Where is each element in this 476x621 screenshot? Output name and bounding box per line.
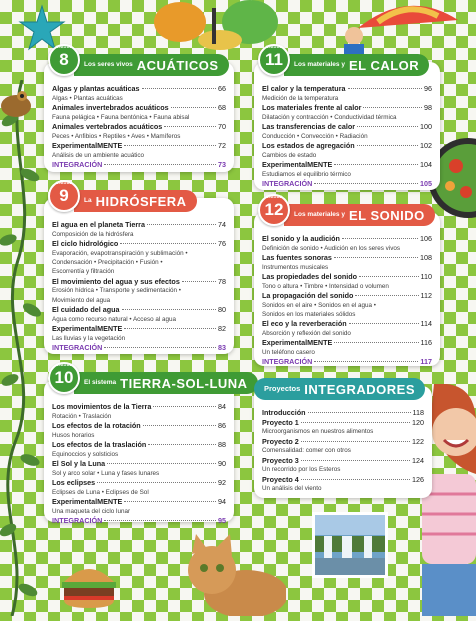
unit-12-toc: [262, 234, 432, 367]
page-number: 68: [218, 103, 226, 112]
unit-number-badge: UNIDAD 11: [258, 44, 290, 76]
leader-dots: [104, 164, 216, 165]
leader-dots: [363, 107, 422, 108]
page-number: 105: [420, 179, 432, 188]
leader-dots: [334, 257, 418, 258]
toc-entry[interactable]: [52, 440, 226, 450]
entry-title: Los efectos de la traslación: [52, 440, 147, 449]
entry-title: Las propiedades del sonido: [262, 272, 358, 281]
toc-entry[interactable]: [262, 456, 424, 466]
toc-subtopics[interactable]: [262, 113, 432, 122]
entry-title: Las transferencias de calor: [262, 122, 356, 131]
proyectos-toc: [262, 408, 424, 494]
toc-entry[interactable]: [262, 253, 432, 263]
unit-number-badge: UNIDAD 12: [258, 194, 290, 226]
unit-11-toc: [262, 84, 432, 189]
subtopic-text: Equinoccios y solsticios: [52, 450, 119, 458]
subtopic-text: Comensalidad: comer con otros: [262, 447, 351, 455]
page-number: 88: [218, 440, 226, 449]
page-number: 84: [218, 402, 226, 411]
subtopic-text: Rotación • Traslación: [52, 412, 112, 420]
entry-title: Los efectos de la rotación: [52, 421, 141, 430]
subtopic-text: Medición de la temperatura: [262, 94, 339, 102]
subtopic-text: Un análisis del viento: [262, 485, 322, 493]
toc-subtopics[interactable]: [52, 94, 226, 103]
page-number: 120: [412, 417, 424, 427]
waterfall-photo: [312, 512, 388, 578]
toc-entry[interactable]: [262, 475, 424, 485]
proyectos-card: [254, 381, 432, 498]
toc-subtopics[interactable]: [262, 484, 424, 493]
leader-dots: [334, 164, 418, 165]
unit-number-badge: UNIDAD 9: [48, 180, 80, 212]
page-number: 76: [218, 239, 226, 248]
leader-dots: [301, 441, 410, 442]
page-number: 95: [218, 516, 226, 525]
toc-subtopics[interactable]: [262, 446, 424, 455]
toc-entry[interactable]: [262, 122, 432, 132]
page-number: 117: [420, 357, 432, 367]
leader-dots: [97, 482, 216, 483]
toc-entry[interactable]: [52, 421, 226, 431]
page-number: 83: [218, 343, 226, 353]
subtopic-text: Movimiento del agua: [52, 296, 111, 304]
unit-9-card: [44, 180, 234, 354]
subtopic-text: Fauna pelágica • Fauna bentónica • Fauna abisal: [52, 113, 190, 121]
leader-dots: [148, 444, 216, 445]
toc-subtopics[interactable]: [52, 507, 226, 516]
toc-subtopics[interactable]: [262, 348, 432, 357]
subtopic-text: Sonidos en el aire • Sonidos en el agua •: [262, 301, 376, 309]
vines-left: [0, 80, 44, 616]
page-number: 110: [420, 272, 432, 281]
entry-title: El eco y la reverberación: [262, 319, 347, 329]
entry-title: Animales vertebrados acuáticos: [52, 122, 163, 131]
subtopic-text: Cambios de estado: [262, 151, 317, 159]
leader-dots: [124, 145, 216, 146]
toc-entry[interactable]: [262, 408, 424, 418]
entry-title: El ciclo hidrológico: [52, 239, 119, 248]
unit-11-header: [258, 44, 429, 76]
entry-title: Las fuentes sonoras: [262, 253, 332, 262]
toc-subtopics[interactable]: [52, 431, 226, 440]
unit-12-header: [258, 194, 435, 226]
entry-title: El calor y la temperatura: [262, 84, 346, 93]
leader-dots: [104, 520, 216, 521]
toc-subtopics[interactable]: [262, 244, 432, 253]
toc-subtopics[interactable]: [262, 170, 432, 179]
entry-title: ExperimentalMENTE: [52, 497, 123, 506]
toc-entry[interactable]: [262, 84, 432, 94]
subtopic-text: Composición de la hidrósfera: [52, 230, 134, 238]
page-number: 78: [218, 276, 226, 286]
entry-title: Algas y plantas acuáticas: [52, 84, 140, 93]
toc-subtopics[interactable]: [52, 249, 226, 258]
subtopic-text: Definición de sonido • Audición en los seres vivos: [262, 244, 401, 252]
toc-subtopics[interactable]: [52, 230, 226, 239]
page-number: 72: [218, 141, 226, 150]
entry-title: ExperimentalMENTE: [262, 160, 333, 169]
leader-dots: [357, 145, 418, 146]
unit-title: Los materiales y EL CALOR: [284, 54, 429, 76]
entry-title: Los estados de agregación: [262, 141, 355, 150]
toc-entry[interactable]: [262, 160, 432, 170]
subtopic-text: Un teléfono casero: [262, 349, 315, 356]
toc-subtopics[interactable]: [52, 286, 226, 295]
leader-dots: [182, 281, 216, 282]
unit-title: La HIDRÓSFERA: [74, 190, 197, 212]
leader-dots: [314, 361, 418, 362]
page-number: 116: [420, 338, 432, 348]
page-number: 82: [218, 324, 226, 334]
toc-integracion-entry[interactable]: [52, 516, 226, 526]
toc-entry[interactable]: [262, 141, 432, 151]
proyectos-header: [254, 372, 425, 400]
toc-subtopics[interactable]: [262, 427, 424, 436]
unit-8-header: [48, 44, 229, 76]
subtopic-text: Erosión hídrica • Transporte y sedimentación •: [52, 287, 182, 295]
leader-dots: [147, 224, 216, 225]
entry-title: INTEGRACIÓN: [262, 179, 313, 188]
butterfly-image: [150, 0, 280, 50]
unit-title: Los materiales y EL SONIDO: [284, 204, 435, 226]
unit-11-card: [254, 44, 440, 190]
subtopic-text: Eclipses de Luna • Eclipses de Sol: [52, 488, 149, 496]
toc-entry[interactable]: [52, 478, 226, 488]
unit-9-toc: [52, 220, 226, 353]
entry-title: INTEGRACIÓN: [52, 160, 103, 169]
toc-entry[interactable]: [262, 291, 432, 301]
toc-subtopics[interactable]: [52, 151, 226, 160]
subtopic-text: Algas • Plantas acuáticas: [52, 94, 123, 102]
page-number: 108: [420, 253, 432, 262]
page-number: 80: [218, 305, 226, 315]
subtopic-text: Evaporación, evapotranspiración y sublimación •: [52, 249, 188, 257]
page-number: 66: [218, 84, 226, 93]
toc-entry[interactable]: [52, 402, 226, 412]
page-number: 100: [420, 122, 432, 131]
toc-subtopics[interactable]: [52, 412, 226, 421]
leader-dots: [308, 412, 411, 413]
leader-dots: [124, 328, 216, 329]
entry-title: ExperimentalMENTE: [262, 338, 333, 348]
subtopic-text: Sol y arco solar • Luna y fases lunares: [52, 469, 160, 477]
toc-integracion-entry[interactable]: [262, 357, 432, 367]
leader-dots: [122, 309, 217, 310]
entry-title: La propagación del sonido: [262, 291, 354, 300]
unit-8-toc: [52, 84, 226, 170]
page-number: 126: [412, 474, 424, 484]
unit-number-badge: UNIDAD 8: [48, 44, 80, 76]
page-number: 118: [412, 408, 424, 417]
leader-dots: [342, 238, 418, 239]
leader-dots: [301, 460, 410, 461]
page-number: 70: [218, 122, 226, 131]
toc-subtopics[interactable]: [52, 132, 226, 141]
toc-subtopics[interactable]: [52, 267, 226, 276]
entry-title: Animales invertebrados acuáticos: [52, 103, 169, 112]
unit-12-card: [254, 194, 440, 367]
subtopic-text: Las lluvias y la vegetación: [52, 334, 126, 342]
page-number: 98: [424, 103, 432, 112]
leader-dots: [357, 126, 418, 127]
unit-title: Los seres vivos ACUÁTICOS: [74, 54, 229, 76]
toc-entry[interactable]: [52, 459, 226, 469]
proyectos-title: Proyectos INTEGRADORES: [254, 378, 425, 400]
entry-title: ExperimentalMENTE: [52, 141, 123, 150]
entry-title: Proyecto 4: [262, 474, 299, 484]
page-number: 74: [218, 220, 226, 229]
leader-dots: [153, 406, 216, 407]
toc-entry[interactable]: [262, 338, 432, 348]
subtopic-text: Sonidos en los materiales sólidos: [262, 311, 356, 318]
leader-dots: [142, 88, 217, 89]
subtopic-text: Conducción • Convección • Radiación: [262, 132, 368, 140]
leader-dots: [355, 295, 418, 296]
entry-title: Los movimientos de la Tierra: [52, 402, 152, 411]
leader-dots: [301, 422, 410, 423]
entry-title: Los eclipses: [52, 478, 96, 487]
toc-subtopics[interactable]: [52, 113, 226, 122]
toc-subtopics[interactable]: [52, 334, 226, 343]
page-number: 124: [412, 455, 424, 465]
unit-number-badge: UNIDAD 10: [48, 362, 80, 394]
subtopic-text: Absorción y reflexión del sonido: [262, 330, 351, 337]
unit-10-header: [48, 362, 258, 394]
subtopic-text: Estudiamos el equilibrio térmico: [262, 170, 351, 178]
leader-dots: [107, 463, 216, 464]
subtopic-text: Una maqueta del ciclo lunar: [52, 507, 131, 515]
toc-subtopics[interactable]: [52, 315, 226, 324]
subtopic-text: Microorganismos en nuestros alimentos: [262, 428, 374, 436]
subtopic-text: Agua como recurso natural • Acceso al agua: [52, 315, 177, 323]
page-number: 92: [218, 478, 226, 487]
entry-title: Los materiales frente al calor: [262, 103, 362, 112]
page-number: 114: [420, 319, 432, 329]
page-number: 102: [420, 141, 432, 150]
unit-10-card: [44, 362, 248, 525]
toc-entry[interactable]: [52, 122, 226, 132]
toc-entry[interactable]: [52, 141, 226, 151]
toc-subtopics[interactable]: [262, 132, 432, 141]
toc-entry[interactable]: [262, 103, 432, 113]
toc-integracion-entry[interactable]: [262, 179, 432, 189]
page-number: 122: [412, 436, 424, 446]
subtopic-text: Un recorrido por los Esteros: [262, 466, 341, 474]
toc-subtopics[interactable]: [262, 94, 432, 103]
toc-subtopics[interactable]: [262, 151, 432, 160]
toc-entry[interactable]: [262, 319, 432, 329]
toc-entry[interactable]: [262, 234, 432, 244]
toc-subtopics[interactable]: [52, 258, 226, 267]
toc-entry[interactable]: [52, 84, 226, 94]
leader-dots: [104, 347, 216, 348]
entry-title: INTEGRACIÓN: [52, 516, 103, 525]
leader-dots: [301, 479, 410, 480]
page-number: 96: [424, 84, 432, 93]
toc-subtopics[interactable]: [262, 282, 432, 291]
toc-entry[interactable]: [52, 277, 226, 287]
page-number: 94: [218, 497, 226, 506]
leader-dots: [359, 276, 418, 277]
toc-entry[interactable]: [52, 103, 226, 113]
entry-title: INTEGRACIÓN: [262, 357, 313, 367]
entry-title: El agua en el planeta Tierra: [52, 220, 145, 229]
toc-entry[interactable]: [52, 305, 226, 315]
toc-entry[interactable]: [262, 437, 424, 447]
toc-integracion-entry[interactable]: [52, 343, 226, 353]
toc-subtopics[interactable]: [262, 310, 432, 319]
subtopic-text: Tono o altura • Timbre • Intensidad o volumen: [262, 282, 389, 290]
page-number: 104: [420, 160, 432, 169]
toc-subtopics[interactable]: [52, 488, 226, 497]
subtopic-text: Análisis de un ambiente acuático: [52, 151, 145, 159]
entry-title: Proyecto 2: [262, 436, 299, 446]
toc-entry[interactable]: [262, 272, 432, 282]
toc-entry[interactable]: [52, 324, 226, 334]
cat-image: [176, 528, 286, 616]
burger-image: [60, 560, 118, 610]
entry-title: ExperimentalMENTE: [52, 324, 123, 334]
page-number: 90: [218, 459, 226, 468]
page-number: 86: [218, 421, 226, 430]
toc-subtopics[interactable]: [52, 296, 226, 305]
entry-title: Proyecto 1: [262, 417, 299, 427]
leader-dots: [164, 126, 216, 127]
leader-dots: [171, 107, 216, 108]
unit-10-toc: [52, 402, 226, 526]
toc-entry[interactable]: [52, 497, 226, 507]
subtopic-text: Peces • Anfibios • Reptiles • Aves • Mamíferos: [52, 132, 181, 140]
page-number: 73: [218, 160, 226, 169]
subtopic-text: Dilatación y contracción • Conductividad térmica: [262, 113, 397, 121]
toc-subtopics[interactable]: [52, 450, 226, 459]
leader-dots: [348, 88, 423, 89]
unit-8-card: [44, 44, 234, 172]
leader-dots: [143, 425, 216, 426]
frog-image: [0, 86, 36, 120]
subtopic-text: Husos horarios: [52, 431, 95, 439]
subtopic-text: Instrumentos musicales: [262, 263, 329, 271]
leader-dots: [124, 501, 216, 502]
page-number: 112: [420, 291, 432, 300]
toc-subtopics[interactable]: [52, 469, 226, 478]
leader-dots: [314, 183, 418, 184]
unit-9-header: [48, 180, 197, 212]
toc-entry[interactable]: [262, 418, 424, 428]
leader-dots: [349, 323, 419, 324]
page-number: 106: [420, 234, 432, 243]
entry-title: El cuidado del agua: [52, 305, 120, 315]
unit-title: El sistema TIERRA-SOL-LUNA: [74, 372, 258, 394]
entry-title: El sonido y la audición: [262, 234, 340, 243]
subtopic-text: Escorrentía y filtración: [52, 268, 115, 276]
leader-dots: [120, 243, 216, 244]
toc-entry[interactable]: [52, 239, 226, 249]
entry-title: El Sol y la Luna: [52, 459, 106, 468]
entry-title: Proyecto 3: [262, 455, 299, 465]
entry-title: Introducción: [262, 408, 306, 417]
toc-subtopics[interactable]: [262, 465, 424, 474]
leader-dots: [334, 342, 418, 343]
toc-entry[interactable]: [52, 220, 226, 230]
toc-integracion-entry[interactable]: [52, 160, 226, 170]
toc-subtopics[interactable]: [262, 329, 432, 338]
toc-subtopics[interactable]: [262, 263, 432, 272]
toc-subtopics[interactable]: [262, 301, 432, 310]
entry-title: INTEGRACIÓN: [52, 343, 103, 353]
subtopic-text: Condensación • Precipitación • Fusión •: [52, 259, 163, 266]
entry-title: El movimiento del agua y sus efectos: [52, 276, 180, 286]
